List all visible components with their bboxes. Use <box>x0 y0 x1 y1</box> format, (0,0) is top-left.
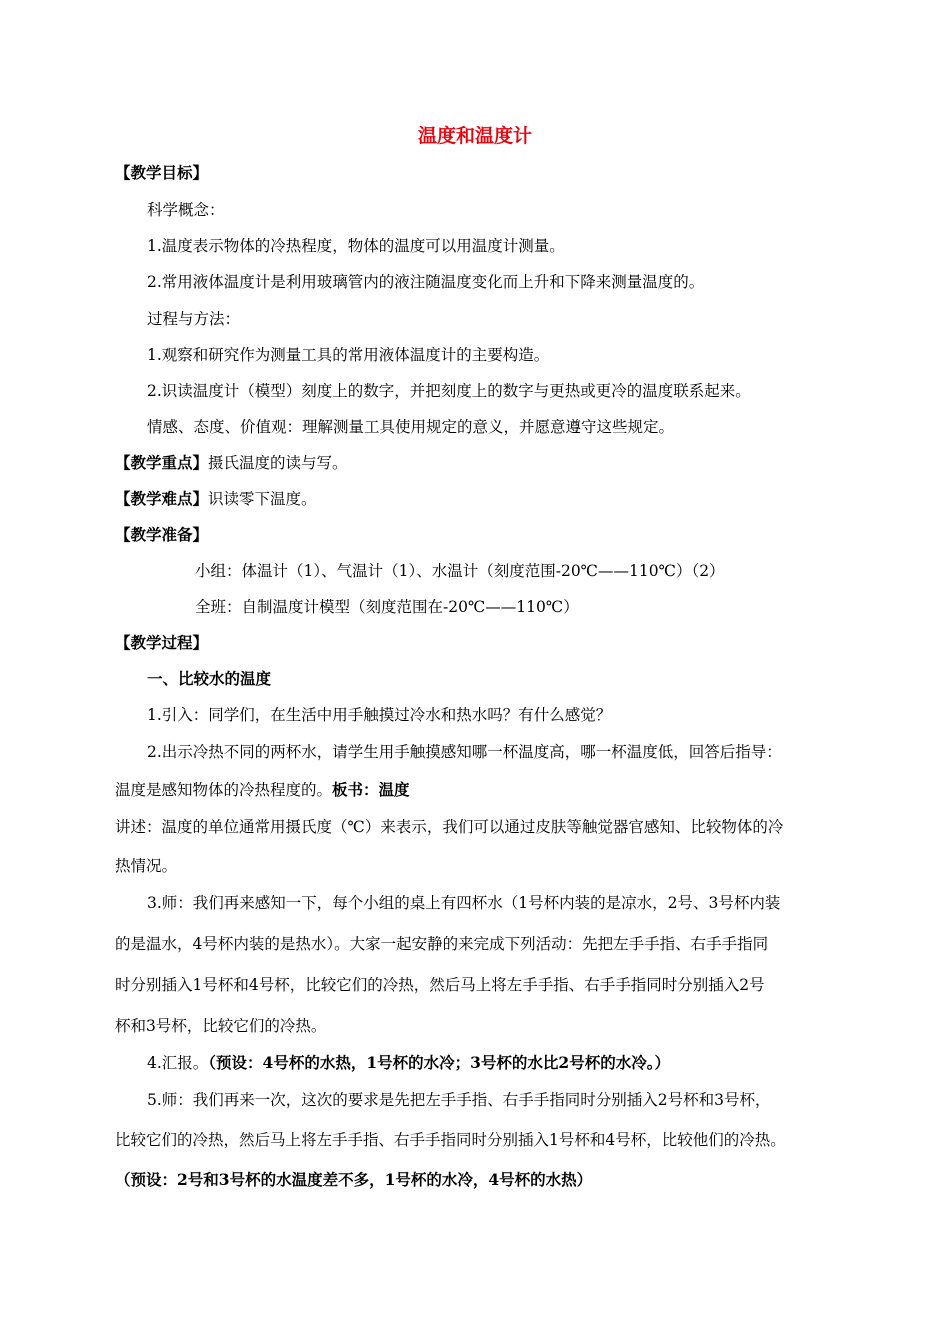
difficulty-text: 识读零下温度。 <box>208 490 317 508</box>
concept-item-2: 2.常用液体温度计是利用玻璃管内的液注随温度变化而上升和下降来测量温度的。 <box>147 273 705 291</box>
process-item-1: 1.观察和研究作为测量工具的常用液体温度计的主要构造。 <box>147 346 550 364</box>
explain-line-1: 讲述：温度的单位通常用摄氏度（℃）来表示，我们可以通过皮肤等触觉器官感知、比较物体的冷 <box>115 818 784 836</box>
step-2-line-1: 2.出示冷热不同的两杯水，请学生用手触摸感知哪一杯温度高，哪一杯温度低，回答后指导： <box>147 743 782 761</box>
step-1: 1.引入：同学们，在生活中用手触摸过冷水和热水吗？有什么感觉？ <box>147 706 612 724</box>
concept-heading: 科学概念： <box>147 201 225 219</box>
step-2-text: 温度是感知物体的冷热程度的。 <box>115 781 333 799</box>
document-title: 温度和温度计 <box>417 125 532 147</box>
preparation-group: 小组：体温计（1）、气温计（1）、水温计（刻度范围-20℃——110℃）（2） <box>195 562 725 580</box>
teaching-process-heading: 【教学过程】 <box>115 633 209 652</box>
explain-line-2: 热情况。 <box>115 857 178 875</box>
step-5-preset: （预设：2号和3号杯的水温度差不多，1号杯的水冷，4号杯的水热） <box>115 1170 593 1189</box>
step-4-preset: （预设：4号杯的水热，1号杯的水冷；3号杯的水比2号杯的水冷。） <box>208 1053 670 1072</box>
board-writing: 板书：温度 <box>332 780 410 799</box>
difficulty-heading: 【教学难点】 <box>115 489 209 508</box>
preparation-class: 全班：自制温度计模型（刻度范围在-20℃——110℃） <box>195 598 579 616</box>
step-5-line-1: 5.师：我们再来一次，这次的要求是先把左手手指、右手手指同时分别插入2号杯和3号杯， <box>147 1091 771 1109</box>
key-point-text: 摄氏温度的读与写。 <box>208 454 348 472</box>
process-heading: 过程与方法： <box>147 310 241 328</box>
step-3-line-1: 3.师：我们再来感知一下，每个小组的桌上有四杯水（1号杯内装的是凉水，2号、3号杯内装 <box>147 894 781 912</box>
attitude-text: 情感、态度、价值观：理解测量工具使用规定的意义，并愿意遵守这些规定。 <box>147 418 675 436</box>
key-point-line <box>115 453 348 473</box>
difficulty-line <box>115 489 317 509</box>
step-4 <box>147 1053 670 1073</box>
step-2-line-2 <box>115 780 410 800</box>
step-3-line-2: 的是温水，4号杯内装的是热水）。大家一起安静的来完成下列活动：先把左手手指、右手手指同 <box>115 935 769 953</box>
key-point-heading: 【教学重点】 <box>115 453 209 472</box>
step-3-line-4: 杯和3号杯，比较它们的冷热。 <box>115 1017 327 1035</box>
objectives-heading: 【教学目标】 <box>115 163 209 182</box>
preparation-heading: 【教学准备】 <box>115 525 209 544</box>
step-4-prefix: 4.汇报。 <box>147 1054 209 1072</box>
part-1-heading: 一、比较水的温度 <box>147 669 272 688</box>
process-item-2: 2.识读温度计（模型）刻度上的数字，并把刻度上的数字与更热或更冷的温度联系起来。 <box>147 382 751 400</box>
step-5-line-2: 比较它们的冷热，然后马上将左手手指、右手手指同时分别插入1号杯和4号杯，比较他们的冷热。 <box>115 1131 786 1149</box>
step-3-line-3: 时分别插入1号杯和4号杯，比较它们的冷热，然后马上将左手手指、右手手指同时分别插入2号 <box>115 976 765 994</box>
concept-item-1: 1.温度表示物体的冷热程度，物体的温度可以用温度计测量。 <box>147 237 565 255</box>
